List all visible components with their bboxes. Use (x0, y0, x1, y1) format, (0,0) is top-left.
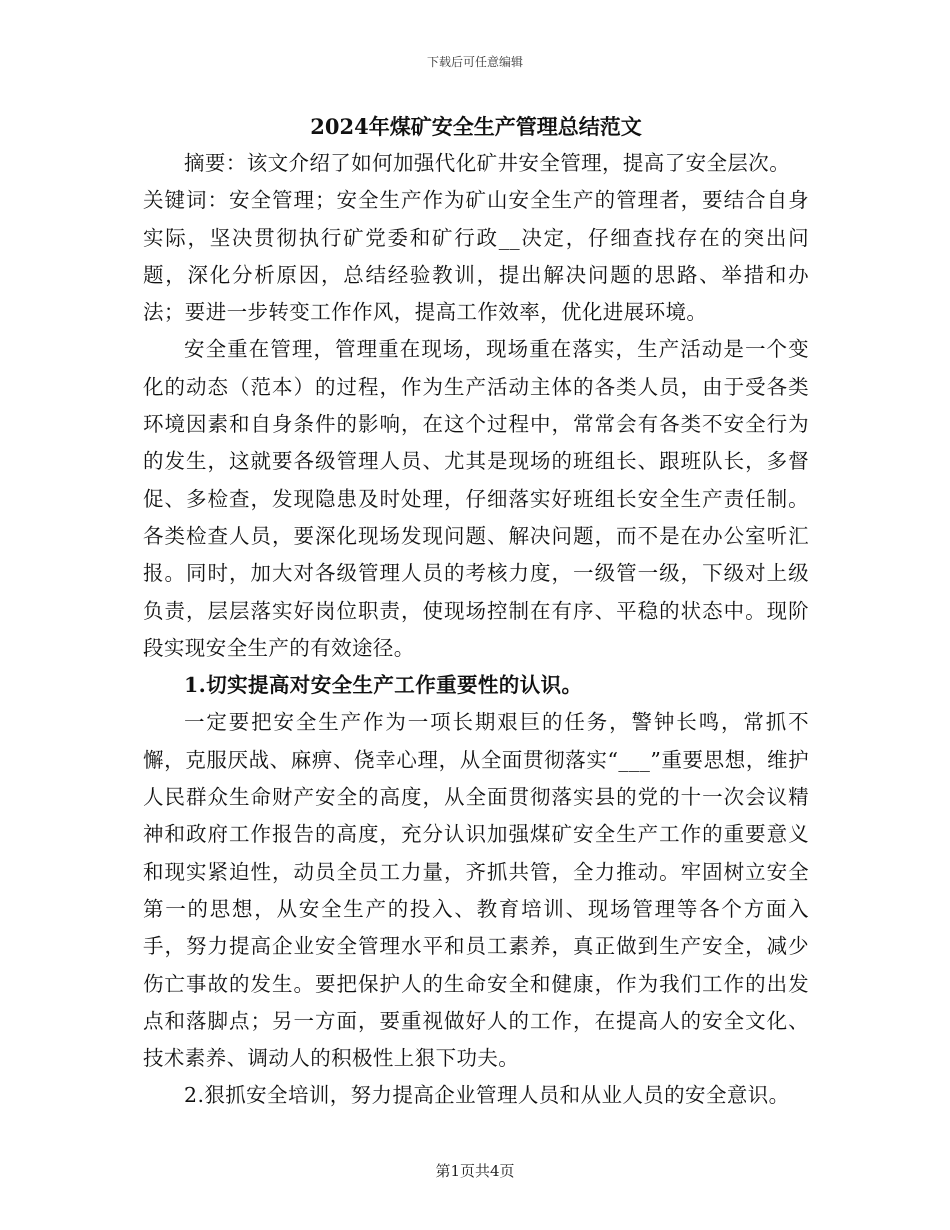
document-title: 2024年煤矿安全生产管理总结范文 (310, 114, 642, 139)
abstract-paragraph: 摘要：该文介绍了如何加强代化矿井安全管理，提高了安全层次。 (184, 151, 791, 175)
body-paragraph: 一定要把安全生产作为一项长期艰巨的任务，警钟长鸣，常抓不懈，克服厌战、麻痹、侥幸心理，从全面贯彻落实“___”重要思想，维护人民群众生命财产安全的高度，从全面贯彻落实县的党的十一次会议精神和政府工作报告的高度，充分认识加强煤矿安全生产工作的重要意义和现实紧迫性，动员全员工力量，齐抓共管，全力推动。牢固树立安全第一的思想，从安全生产的投入、教育培训、现场管理等各个方面入手，努力提高企业安全管理水平和员工素养，真正做到生产安全，减少伤亡事故的发生。要把保护人的生命安全和健康，作为我们工作的出发点和落脚点；另一方面，要重视做好人的工作，在提高人的安全文化、技术素养、调动人的积极性上狠下功夫。 (143, 710, 809, 1071)
header-note: 下载后可任意编辑 (426, 55, 523, 69)
keywords-paragraph: 关键词：安全管理；安全生产作为矿山安全生产的管理者，要结合自身实际，坚决贯彻执行矿党委和矿行政__决定，仔细查找存在的突出问题，深化分析原因，总结经验教训，提出解决问题的思路、举措和办法；要进一步转变工作作风，提高工作效率，优化进展环境。 (143, 188, 809, 325)
document-body (143, 108, 809, 1115)
page-footer: 第1页共4页 (435, 1162, 515, 1180)
body-paragraph: 安全重在管理，管理重在现场，现场重在落实，生产活动是一个变化的动态（范本）的过程，作为生产活动主体的各类人员，由于受各类环境因素和自身条件的影响，在这个过程中，常常会有各类不安全行为的发生，这就要各级管理人员、尤其是现场的班组长、跟班队长，多督促、多检查，发现隐患及时处理，仔细落实好班组长安全生产责任制。各类检查人员，要深化现场发现问题、解决问题，而不是在办公室听汇报。同时，加大对各级管理人员的考核力度，一级管一级，下级对上级负责，层层落实好岗位职责，使现场控制在有序、平稳的状态中。现阶段实现安全生产的有效途径。 (143, 337, 809, 660)
section-heading-1: 1.切实提高对安全生产工作重要性的认识。 (184, 673, 583, 698)
section-heading-2: 2.狠抓安全培训，努力提高企业管理人员和从业人员的安全意识。 (184, 1083, 790, 1108)
